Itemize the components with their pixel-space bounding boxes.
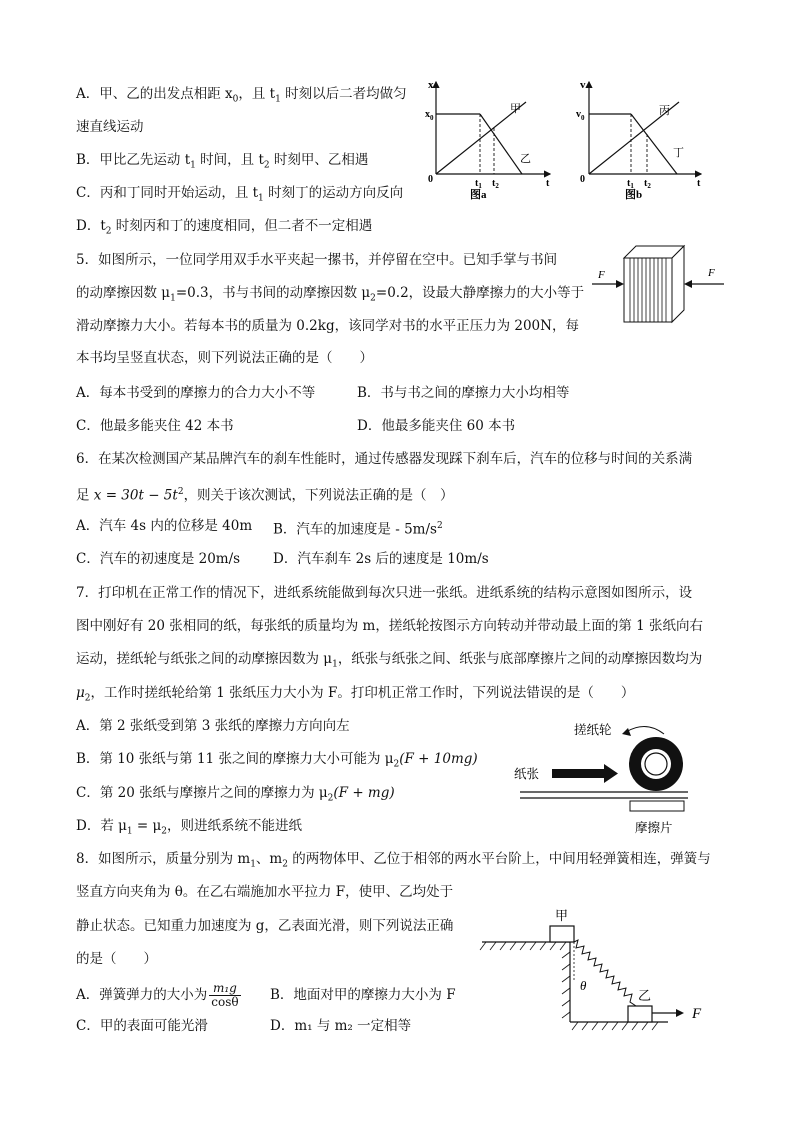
q8-option-a: A．弹簧弹力的大小为 $\frac{\text{m₁g}}{\cos\theta}$	[76, 981, 239, 1009]
q8-option-b: B．地面对甲的摩擦力大小为 F	[270, 987, 456, 1003]
figure-b-v0-label: $v_0$	[576, 109, 585, 122]
q6-option-d: D．汽车刹车 2s 后的速度是 10m/s	[273, 551, 489, 567]
q7-stem-line4: $\mu_2$，工作时搓纸轮给第 1 张纸压力大小为 F。打印机正常工作时，下列说法错误的是（ ）	[76, 685, 635, 704]
pad-label: 摩擦片	[635, 821, 673, 835]
figure-b-t1-label: $t_1$	[627, 178, 634, 190]
figure-books-stack	[588, 238, 738, 328]
q4-option-a-line1: A．甲、乙的出发点相距 $x_0$，且 $t_1$ 时刻以后二者均做匀	[76, 86, 407, 105]
q7-option-d: D．若 $\mu_1 = \mu_2$，则进纸系统不能进纸	[76, 818, 303, 837]
wheel-label: 搓纸轮	[574, 723, 612, 737]
figure-a-x0-label: $x_0$	[425, 109, 434, 122]
q6-option-b: B．汽车的加速度是 - $5m/s^2$	[273, 521, 443, 538]
q4-option-c: C．丙和丁同时开始运动，且 $t_1$ 时刻丁的运动方向反向	[76, 185, 404, 204]
figure-b-caption: 图b	[625, 189, 643, 201]
figure-a-origin: 0	[428, 174, 433, 185]
q6-option-a: A．汽车 4s 内的位移是 40m	[76, 518, 253, 534]
figure-b-t2-label: $t_2$	[644, 178, 651, 190]
q4-option-d: D．$t_2$ 时刻丙和丁的速度相同，但二者不一定相遇	[76, 218, 373, 237]
force-right-label: F	[708, 267, 715, 279]
figure-a-line-yi-slope	[480, 114, 522, 174]
block-yi	[628, 1006, 652, 1022]
figure-a-y-label: x	[428, 79, 434, 91]
figure-a-t1-label: $t_1$	[475, 178, 482, 190]
figure-spring-blocks	[478, 906, 718, 1042]
q5-option-a: A．每本书受到的摩擦力的合力大小不等	[76, 385, 316, 401]
q4-option-a-line2: 速直线运动	[76, 119, 144, 135]
block-jia-label: 甲	[555, 908, 569, 923]
q6-stem-line2: 足 $x = 30t - 5t^2$，则关于该次测试，下列说法正确的是（ ）	[76, 487, 454, 504]
q5-stem-line4: 本书均呈竖直状态，则下列说法正确的是（ ）	[76, 350, 373, 366]
q4-option-b: B．甲比乙先运动 $t_1$ 时间，且 $t_2$ 时刻甲、乙相遇	[76, 152, 369, 171]
q8-option-d: D．m₁ 与 m₂ 一定相等	[270, 1018, 412, 1034]
figure-b-origin: 0	[580, 174, 585, 185]
figure-b-vt-graph	[573, 78, 708, 203]
figure-a-t2-label: $t_2$	[492, 178, 499, 190]
block-jia	[550, 926, 574, 942]
figure-a-caption: 图a	[470, 189, 487, 201]
block-yi-label: 乙	[638, 988, 652, 1003]
q8-stem-line2: 竖直方向夹角为 θ。在乙右端施加水平拉力 F，使甲、乙均处于	[76, 884, 454, 900]
q8-option-c: C．甲的表面可能光滑	[76, 1018, 208, 1034]
q8-stem-line3: 静止状态。已知重力加速度为 g，乙表面光滑，则下列说法正确	[76, 918, 454, 934]
q6-option-c: C．汽车的初速度是 20m/s	[76, 551, 241, 567]
force-left-label: F	[598, 269, 605, 281]
pull-force-label: F	[692, 1006, 702, 1022]
q6-stem-line1: 6．在某次检测国产某品牌汽车的刹车性能时，通过传感器发现踩下刹车后，汽车的位移与时间的关系满	[76, 451, 693, 467]
figure-a-xt-graph	[422, 78, 557, 203]
figure-paper-feeder	[508, 712, 708, 840]
theta-label: θ	[580, 978, 587, 993]
q7-stem-line2: 图中刚好有 20 张相同的纸，每张纸的质量均为 m，搓纸轮按图示方向转动并带动最上面的第 1 张纸向右	[76, 618, 704, 634]
friction-pad	[630, 801, 684, 811]
q7-option-b: B．第 10 张纸与第 11 张之间的摩擦力大小可能为 $\mu_2(F + 10mg)$	[76, 751, 478, 770]
figure-a-label-jia: 甲	[510, 103, 521, 115]
paper-arrow	[552, 769, 606, 778]
spring	[574, 940, 636, 1006]
q5-option-b: B．书与书之间的摩擦力大小均相等	[357, 385, 570, 401]
figure-b-label-bing: 丙	[659, 105, 670, 117]
q8-stem-line1: 8．如图所示，质量分别为 $m_1$、$m_2$ 的两物体甲、乙位于相邻的两水平台阶上，中间用轻弹簧相连，弹簧与	[76, 851, 711, 870]
figure-a-label-yi: 乙	[520, 153, 531, 165]
paper-label: 纸张	[514, 767, 540, 781]
figure-b-label-ding: 丁	[673, 147, 684, 159]
rotation-arrow	[626, 726, 664, 734]
q5-stem-line1: 5．如图所示，一位同学用双手水平夹起一摞书，并停留在空中。已知手掌与书间	[76, 252, 558, 268]
figure-b-t-label: t	[697, 178, 701, 189]
q7-option-c: C．第 20 张纸与摩擦片之间的摩擦力为 $\mu_2(F + mg)$	[76, 785, 395, 804]
figure-a-t-label: t	[546, 178, 550, 189]
q5-stem-line2: 的动摩擦因数 $\mu_1=0.3$，书与书间的动摩擦因数 $\mu_2=0.2$，设最大静摩擦力的大小等于	[76, 285, 585, 304]
q8-stem-line4: 的是（ ）	[76, 951, 157, 967]
q7-option-a: A．第 2 张纸受到第 3 张纸的摩擦力方向向左	[76, 718, 350, 734]
q5-stem-line3: 滑动摩擦力大小。若每本书的质量为 0.2kg，该同学对书的水平正压力为 200N，每	[76, 318, 579, 334]
spring-force-fraction: $\frac{\text{m₁g}}{\cos\theta}$	[211, 981, 239, 1009]
q5-option-d: D．他最多能夹住 60 本书	[357, 418, 516, 434]
q7-stem-line1: 7．打印机在正常工作的情况下，进纸系统能做到每次只进一张纸。进纸系统的结构示意图如图所示，设	[76, 585, 693, 601]
figure-b-line-ding-slope	[631, 114, 677, 174]
figure-b-y-label: v	[580, 79, 586, 91]
q7-stem-line3: 运动，搓纸轮与纸张之间的动摩擦因数为 $\mu_1$，纸张与纸张之间、纸张与底部摩擦片之间的动摩擦因数均为	[76, 651, 703, 670]
q5-option-c: C．他最多能夹住 42 本书	[76, 418, 234, 434]
